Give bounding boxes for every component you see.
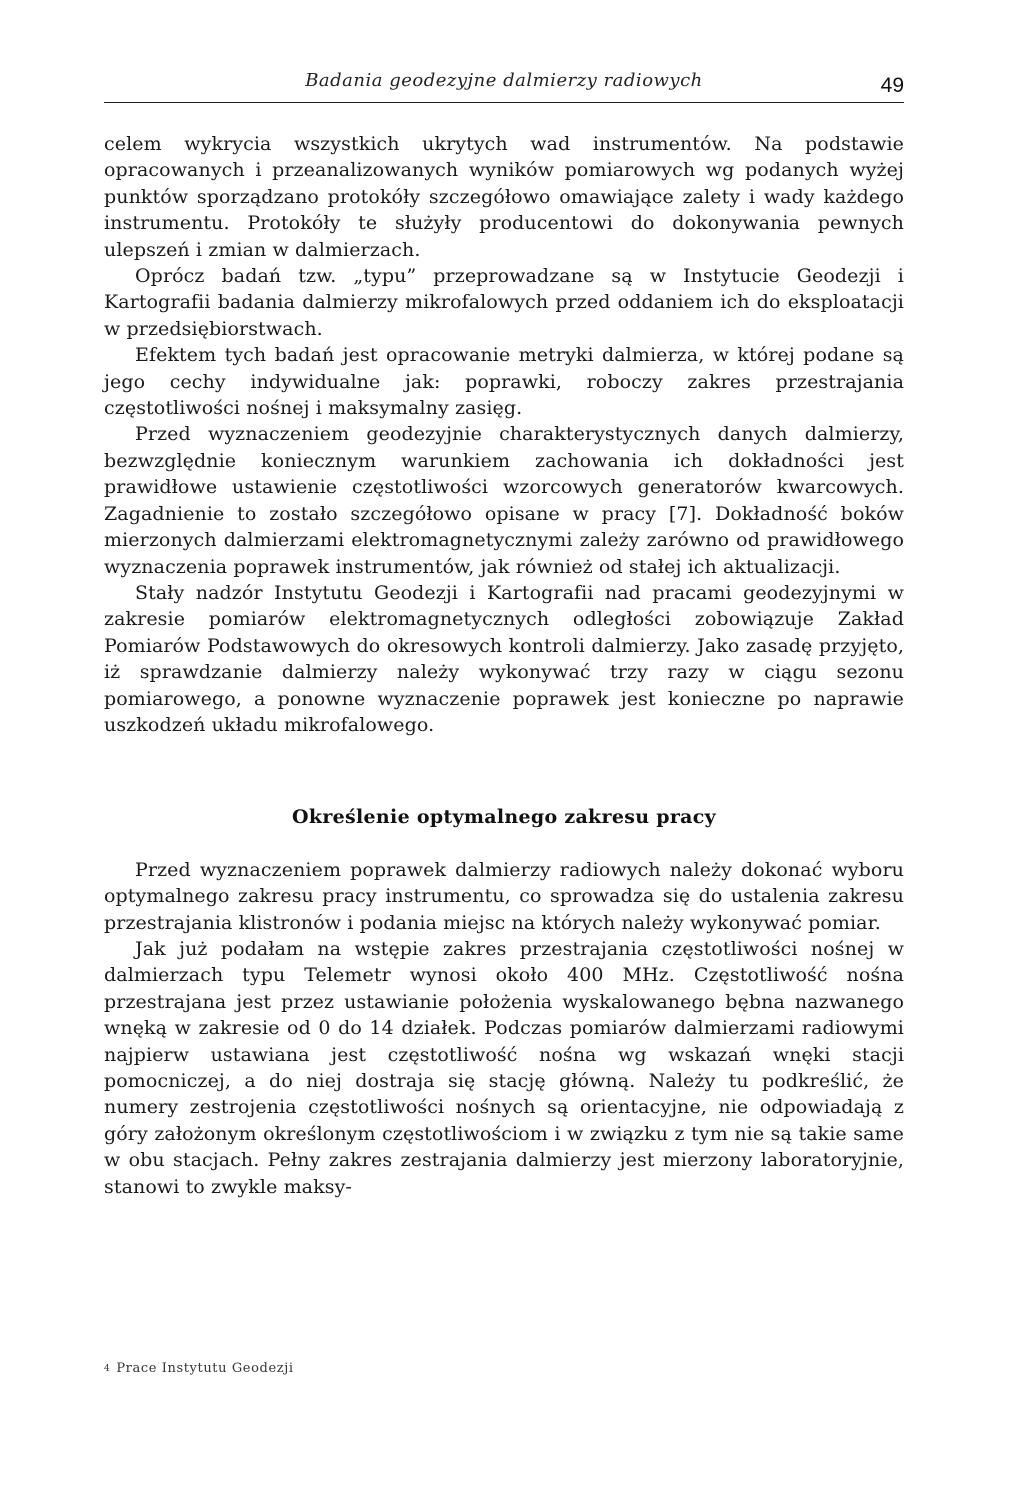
footnote-text: Prace Instytutu Geodezji bbox=[116, 1361, 294, 1376]
page-number: 49 bbox=[880, 74, 904, 97]
body-text bbox=[104, 131, 904, 1200]
paragraph: Efektem tych badań jest opracowanie metryki dalmierza, w której podane są jego cechy indywidualne jak: poprawki, roboczy zakres przestrajania częstotliwości nośnej i maksymalny zasięg. bbox=[104, 344, 904, 420]
page bbox=[104, 70, 904, 1200]
paragraph: Przed wyznaczeniem geodezyjnie charakterystycznych danych dalmierzy, bezwzględnie koniecznym warunkiem zachowania ich dokładności jest prawidłowe ustawienie częstotliwości wzorcowych generatorów kwarcowych. Zagadnienie to zostało szczegółowo opisane w pracy [7]. Dokładność boków mierzonych dalmierzami elektromagnetycznymi zależy zarówno od prawidłowego wyznaczenia poprawek instrumentów, jak również od stałej ich aktualizacji. bbox=[104, 423, 904, 578]
section-heading: Określenie optymalnego zakresu pracy bbox=[292, 806, 716, 829]
paragraph: celem wykrycia wszystkich ukrytych wad instrumentów. Na podstawie opracowanych i przeanalizowanych wyników pomiarowych wg podanych wyżej punktów sporządzano protokóły szczegółowo omawiające zalety i wady każdego instrumentu. Protokóły te służyły producentowi do dokonywania pewnych ulepszeń i zmian w dalmierzach. bbox=[104, 133, 904, 261]
paragraph: Przed wyznaczeniem poprawek dalmierzy radiowych należy dokonać wyboru optymalnego zakresu pracy instrumentu, co sprowadza się do ustalenia zakresu przestrajania klistronów i podania miejsc na których należy wykonywać pomiar. bbox=[104, 858, 904, 934]
footnote bbox=[104, 1361, 294, 1376]
running-title: Badania geodezyjne dalmierzy radiowych bbox=[305, 70, 703, 91]
footnote-mark: 4 bbox=[104, 1364, 111, 1374]
paragraph: Jak już podałam na wstępie zakres przestrajania częstotliwości nośnej w dalmierzach typu Telemetr wynosi około 400 MHz. Częstotliwość nośna przestrajana jest przez ustawianie położenia wyskalowanego bębna nazwanego wnęką w zakresie od 0 do 14 działek. Podczas pomiarów dalmierzami radiowymi najpierw ustawiana jest częstotliwość nośna wg wskazań wnęki stacji pomocniczej, a do niej dostraja się stację główną. Należy tu podkreślić, że numery zestrojenia częstotliwości nośnych są orientacyjne, nie odpowiadają z góry założonym określonym częstotliwościom i w związku z tym nie są takie same w obu stacjach. Pełny zakres zestrajania dalmierzy jest mierzony laboratoryjnie, stanowi to zwykle maksy- bbox=[104, 937, 904, 1198]
running-header bbox=[104, 70, 904, 103]
paragraph: Stały nadzór Instytutu Geodezji i Kartografii nad pracami geodezyjnymi w zakresie pomiarów elektromagnetycznych odległości zobowiązuje Zakład Pomiarów Podstawowych do okresowych kontroli dalmierzy. Jako zasadę przyjęto, iż sprawdzanie dalmierzy należy wykonywać trzy razy w ciągu sezonu pomiarowego, a ponowne wyznaczenie poprawek jest konieczne po naprawie uszkodzeń układu mikrofalowego. bbox=[104, 581, 904, 736]
paragraph: Oprócz badań tzw. „typu” przeprowadzane są w Instytucie Geodezji i Kartografii badania dalmierzy mikrofalowych przed oddaniem ich do eksploatacji w przedsiębiorstwach. bbox=[104, 265, 904, 340]
